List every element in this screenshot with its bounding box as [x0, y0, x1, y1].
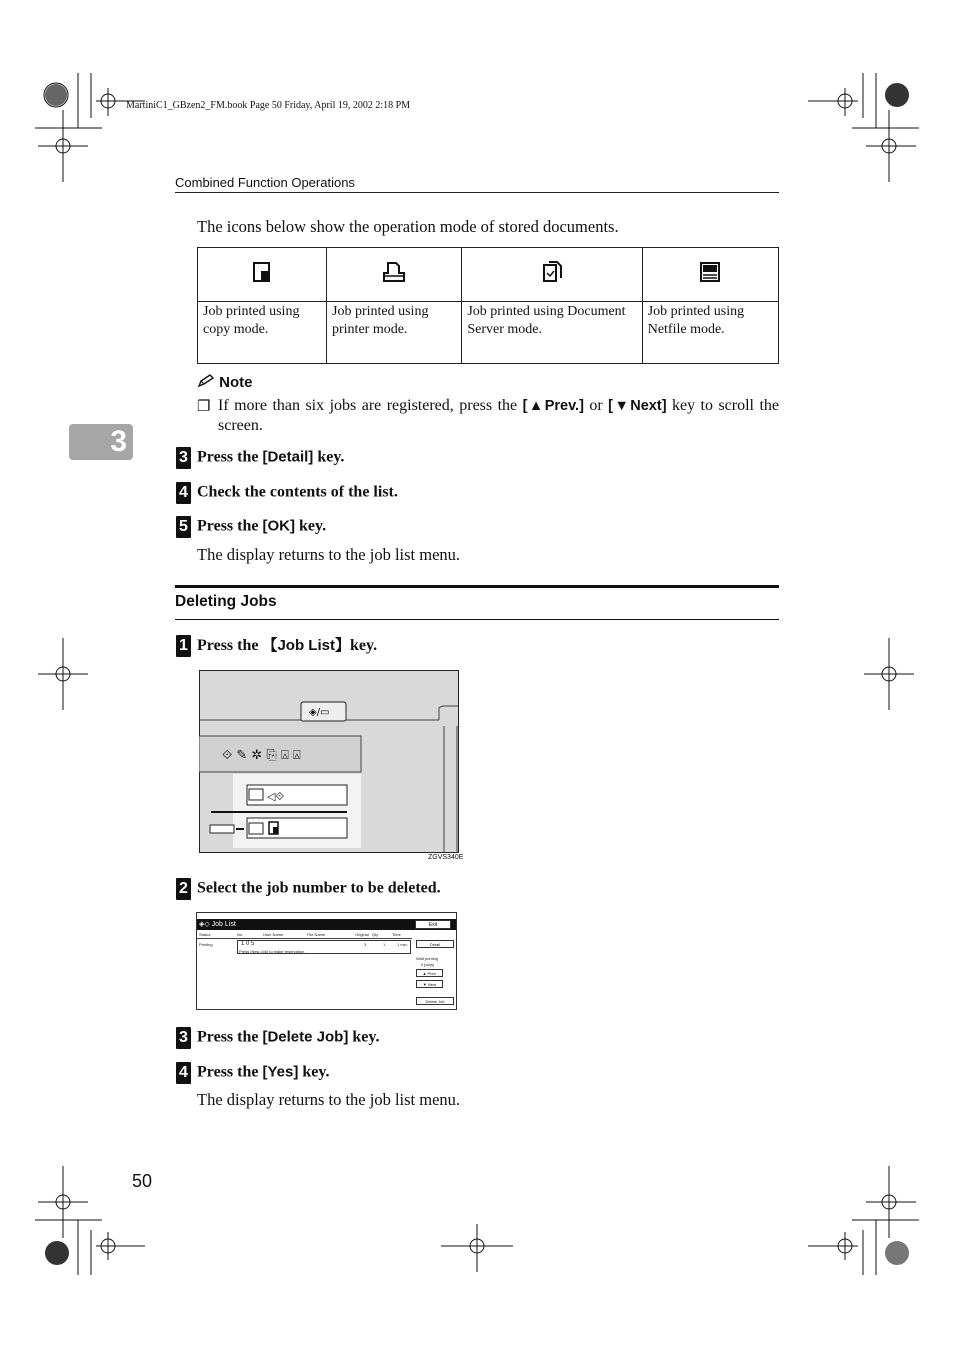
document-server-mode-icon [541, 261, 563, 283]
section-rule-bottom [175, 619, 779, 620]
row-number: 1 0 5 [241, 941, 255, 947]
control-panel-illustration [199, 670, 459, 853]
prev-button[interactable]: ▲ Prev. [416, 969, 443, 977]
printer-mode-icon [382, 261, 406, 283]
next-button[interactable]: ▼ Next [416, 980, 443, 988]
mode-cell [462, 248, 642, 302]
netfile-mode-icon [699, 261, 721, 283]
mode-description: Job printed using copy mode. [198, 302, 327, 364]
note-heading [197, 374, 253, 391]
section-title: Deleting Jobs [175, 593, 277, 610]
header-rule [175, 192, 779, 193]
col-header: Status [199, 932, 211, 937]
col-header: Qty [372, 932, 379, 937]
col-header: Original [355, 932, 369, 937]
col-header: No. [237, 932, 244, 937]
col-header: User Name [263, 932, 284, 937]
screen-title-bar: ◈◇ Job List [197, 919, 456, 930]
running-header: Combined Function Operations [175, 175, 355, 190]
detail-button[interactable]: Detail [416, 940, 454, 948]
step-a-4: 4 Check the contents of the list. [176, 482, 398, 504]
svg-text:⟐ ✎ ✲ ⎘ ⍓ ⍓: ⟐ ✎ ✲ ⎘ ⍓ ⍓ [222, 748, 301, 763]
step-b-1: 1 Press the 【Job List】key. [176, 634, 377, 657]
intro-text: The icons below show the operation mode of stored documents. [197, 217, 619, 236]
prev-key-label: [▲Prev.] [522, 398, 584, 414]
col-header: Time [392, 932, 401, 937]
mode-cell [642, 248, 778, 302]
mode-description: Job printed using Netfile mode. [642, 302, 778, 364]
exit-button[interactable]: Exit [415, 920, 451, 929]
wait-label: Wait printing [416, 956, 439, 961]
book-slug: MartiniC1_GBzen2_FM.book Page 50 Friday, April 19, 2002 2:18 PM [126, 100, 411, 111]
row-qty: 1 [383, 942, 386, 947]
step-b-2: 2 Select the job number to be deleted. [176, 878, 441, 900]
row-original: 3 [364, 942, 367, 947]
mode-cell [198, 248, 327, 302]
step-b-4: 4 Press the [Yes] key. [176, 1062, 329, 1084]
mode-description: Job printed using printer mode. [327, 302, 462, 364]
svg-text:◈/▭: ◈/▭ [309, 707, 330, 718]
job-list-screen-illustration [196, 912, 457, 1010]
result-text-b: The display returns to the job list menu. [197, 1090, 461, 1109]
svg-text:◁⟐: ◁⟐ [267, 790, 285, 803]
row-status: Printing [199, 942, 213, 947]
note-body [197, 396, 779, 436]
figure-caption: ZGVS340E [428, 854, 464, 861]
step-b-3: 3 Press the [Delete Job] key. [176, 1027, 379, 1049]
page-number: 50 [132, 1171, 153, 1191]
mode-icon-table [197, 247, 779, 364]
row-time: 1 min. [397, 942, 408, 947]
screen-title: Job List [211, 921, 236, 928]
mode-cell [327, 248, 462, 302]
result-text-a: The display returns to the job list menu. [197, 545, 461, 564]
section-rule-top [175, 585, 779, 588]
step-a-3: 3 Press the [Detail] key. [176, 447, 344, 469]
note-text: If more than six jobs are registered, press the [▲Prev.] or [▼Next] key to scroll the screen. [218, 397, 780, 434]
jobs-count: 0 job(s) [421, 962, 435, 967]
delete-job-button[interactable]: Delete Job [416, 997, 454, 1005]
pencil-icon [197, 374, 215, 388]
chapter-tab: 3 [69, 424, 133, 460]
checkbox-bullet-icon: ❐ [197, 399, 211, 415]
mode-description: Job printed using Document Server mode. [462, 302, 642, 364]
note-title: Note [219, 374, 253, 391]
step-a-5: 5 Press the [OK] key. [176, 516, 326, 538]
next-key-label: [▼Next] [608, 398, 667, 414]
col-header: File Name [307, 932, 326, 937]
row-hint: Press [New Job] to make reservation [239, 949, 305, 954]
copy-mode-icon [252, 261, 272, 283]
